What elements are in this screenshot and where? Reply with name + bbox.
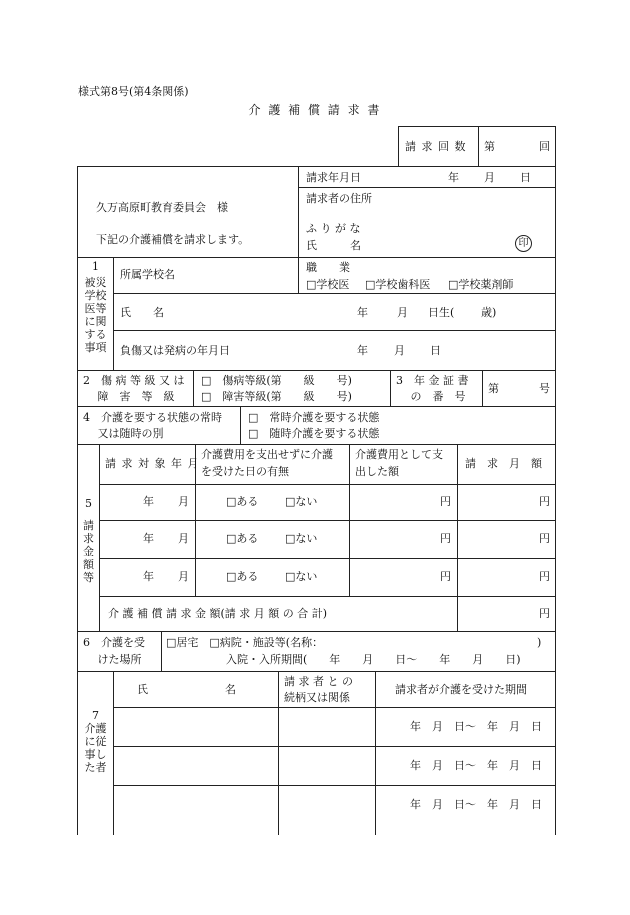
claim-count-suffix: 回 (539, 140, 550, 153)
row1-claim-yen: 円 (539, 495, 550, 508)
section4-label-line2: 又は随時の別 (83, 427, 164, 440)
occupation-label: 職 業 (306, 261, 350, 274)
row2-claim-yen: 円 (539, 532, 550, 545)
relation-header-line1: 請 求 者 と の (284, 675, 353, 688)
injury-year: 年 (357, 344, 368, 357)
section3-label-line2: の 番 号 (396, 390, 466, 403)
injury-date-label: 負傷又は発病の年月日 (120, 344, 230, 357)
section6-label-line1: 6 介護を受 (83, 636, 145, 649)
injury-day: 日 (430, 344, 441, 357)
caregiver-name-header: 氏 名 (137, 683, 236, 696)
claim-date-label: 請求年月日 (306, 171, 361, 184)
section3-label-line1: 3 年 金 証 書 (396, 374, 469, 387)
row2-paid-yen: 円 (440, 532, 451, 545)
form-number: 様式第8号(第4条関係) (78, 85, 189, 98)
row2-month: 月 (178, 532, 189, 545)
birth-year: 年 (357, 306, 368, 319)
section4-label-line1: 4 介護を要する状態の常時 (83, 411, 222, 424)
row2-yes-option[interactable]: □ある (226, 532, 259, 545)
care-period-row1: 年 月 日～ 年 月 日 (410, 720, 542, 733)
claimant-furigana-label: ふ り が な (306, 222, 361, 235)
section1-number: 1 (92, 260, 99, 273)
pension-number-prefix: 第 (488, 382, 499, 395)
claimant-name-label: 氏 名 (306, 239, 361, 252)
claim-date-day: 日 (520, 171, 531, 184)
row3-paid-yen: 円 (440, 570, 451, 583)
section5-number: 5 (85, 497, 92, 510)
row2-year: 年 (143, 532, 154, 545)
total-claim-yen: 円 (539, 607, 550, 620)
section6-label-line2: けた場所 (83, 653, 142, 666)
care-period-header: 請求者が介護を受けた期間 (395, 683, 527, 696)
row1-year: 年 (143, 495, 154, 508)
school-name-label: 所属学校名 (120, 268, 175, 281)
pension-number-suffix: 号 (539, 382, 550, 395)
birth-age: 歳) (481, 306, 497, 319)
care-period-row2: 年 月 日～ 年 月 日 (410, 759, 542, 772)
row3-month: 月 (178, 570, 189, 583)
header-claim-amount: 請 求 月 額 (465, 457, 542, 470)
header-paid-amount-line1: 介護費用として支 (355, 448, 443, 461)
section7-title: 介護 に従 事し た者 (84, 722, 107, 774)
occasional-care-option[interactable]: □ 随時介護を要する状態 (248, 427, 380, 440)
header-no-payment-line1: 介護費用を支出せずに介護 (201, 448, 333, 461)
claim-date-year: 年 (448, 171, 459, 184)
row1-month: 月 (178, 495, 189, 508)
claimant-address-label: 請求者の住所 (306, 192, 372, 205)
row2-no-option[interactable]: □ない (285, 532, 318, 545)
birth-month: 月 (397, 306, 408, 319)
occupation-option-dentist[interactable]: □学校歯科医 (365, 278, 431, 291)
occupation-option-pharmacist[interactable]: □学校薬剤師 (448, 278, 514, 291)
header-target-month: 請 求 対 象 年 月 (105, 457, 200, 470)
row3-claim-yen: 円 (539, 570, 550, 583)
addressee-name: 久万高原町教育委員会 様 (96, 201, 228, 214)
form-title: 介 護 補 償 請 求 書 (248, 103, 382, 117)
header-no-payment-line2: を受けた日の有無 (201, 465, 289, 478)
claim-count-prefix: 第 (484, 140, 495, 153)
seal-mark: 印 (515, 235, 532, 252)
claim-date-month: 月 (484, 171, 495, 184)
victim-name-label: 氏 名 (120, 306, 164, 319)
relation-header-line2: 続柄又は関係 (284, 691, 350, 704)
care-place-options[interactable]: □居宅 □病院・施設等(名称： (166, 636, 324, 649)
section2-label-line2: 障 害 等 級 (83, 390, 175, 403)
row1-no-option[interactable]: □ない (285, 495, 318, 508)
admission-period: 入院・入所期間( 年 月 日～ 年 月 日) (226, 653, 521, 666)
row1-paid-yen: 円 (440, 495, 451, 508)
injury-month: 月 (394, 344, 405, 357)
occupation-option-doctor[interactable]: □学校医 (306, 278, 350, 291)
section5-title: 請 求 金 額 等 (83, 519, 94, 584)
row3-yes-option[interactable]: □ある (226, 570, 259, 583)
row1-yes-option[interactable]: □ある (226, 495, 259, 508)
birth-day: 日生( (428, 306, 455, 319)
request-statement: 下記の介護補償を請求します。 (96, 233, 250, 246)
injury-grade-option[interactable]: □ 傷病等級(第 級 号) (201, 374, 352, 387)
section7-number: 7 (92, 709, 99, 722)
section1-title: 被災 学校 医等 に関 する 事項 (84, 276, 107, 354)
total-claim-label: 介 護 補 償 請 求 金 額(請 求 月 額 の 合 計) (108, 607, 328, 620)
disability-grade-option[interactable]: □ 障害等級(第 級 号) (201, 390, 352, 403)
header-paid-amount-line2: 出した額 (355, 465, 399, 478)
row3-no-option[interactable]: □ない (285, 570, 318, 583)
section2-label-line1: 2 傷 病 等 級 又 は (83, 374, 185, 387)
claim-count-label: 請 求 回 数 (405, 140, 467, 153)
constant-care-option[interactable]: □ 常時介護を要する状態 (248, 411, 380, 424)
row3-year: 年 (143, 570, 154, 583)
care-period-row3: 年 月 日～ 年 月 日 (410, 798, 542, 811)
care-place-close-paren: ) (537, 636, 542, 649)
